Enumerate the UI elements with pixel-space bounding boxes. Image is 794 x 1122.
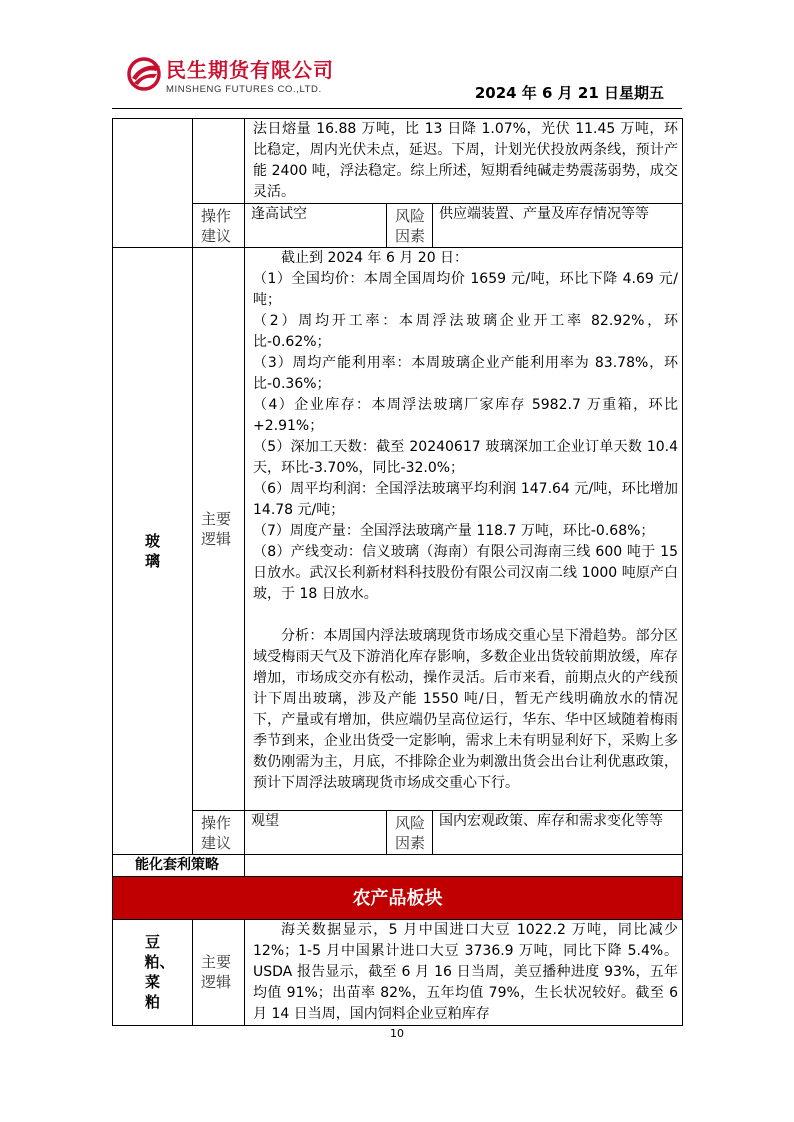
soymeal-logic-label: 主要逻辑: [193, 920, 245, 1026]
glass-line-2: （2）周均开工率：本周浮法玻璃企业开工率 82.92%，环比-0.62%；: [253, 313, 678, 350]
glass-line-7: （7）周度产量：全国浮法玻璃产量 118.7 万吨，环比-0.68%；: [253, 523, 655, 539]
glass-logic-row: [113, 248, 683, 811]
header-rule: [112, 108, 682, 109]
glass-line-6: （6）周平均利润：全国浮法玻璃平均利润 147.64 元/吨，环比增加 14.78 元/吨；: [253, 481, 678, 518]
agri-band-row: [113, 877, 683, 920]
glass-line-8: （8）产线变动：信义玻璃（海南）有限公司海南三线 600 吨于 15 日放水。武汉长利新材料科技股份有限公司汉南二线 1000 吨原产白玻，于 18 日放水。: [253, 544, 678, 602]
arbitrage-label: 能化套利策略: [113, 855, 245, 877]
strategy-table: [112, 118, 683, 1026]
soda-risk-label: 风险因素: [387, 204, 433, 248]
glass-logic-label: 主要逻辑: [193, 248, 245, 811]
glass-operation-row: [113, 811, 683, 855]
glass-risk-label: 风险因素: [387, 811, 433, 855]
soda-category-cell: [113, 119, 193, 248]
soda-op-label: 操作建议: [193, 204, 245, 248]
glass-line-0: 截止到 2024 年 6 月 20 日：: [281, 250, 469, 266]
agri-section-title: 农产品板块: [113, 877, 683, 920]
soda-risk-value: 供应端装置、产量及库存情况等等: [433, 204, 683, 248]
soda-operation-row: [113, 204, 683, 248]
soda-op-value: 逢高试空: [245, 204, 387, 248]
glass-op-value: 观望: [245, 811, 387, 855]
arbitrage-content: [245, 855, 683, 877]
glass-line-1: （1）全国均价：本周全国周均价 1659 元/吨，环比下降 4.69 元/吨；: [253, 271, 678, 308]
soymeal-logic-text: 海关数据显示，5 月中国进口大豆 1022.2 万吨，同比减少 12%；1-5 月中国累计进口大豆 3736.9 万吨，同比下降 5.4%。USDA 报告显示，截至 6 月 16 日当周，美豆播种进度 93%，五年均值 91%；出苗率 82%，五年均值 79%，生长状况较好。截至 6 月 14 日当周，国内饲料企业豆粕库存: [245, 920, 683, 1026]
glass-risk-value: 国内宏观政策、库存和需求变化等等: [433, 811, 683, 855]
soymeal-logic-row: [113, 920, 683, 1026]
minsheng-logo-icon: [126, 56, 162, 92]
arbitrage-row: [113, 855, 683, 877]
glass-logic-text: [245, 248, 683, 811]
soda-logic-row: [113, 119, 683, 204]
glass-line-5: （5）深加工天数：截至 20240617 玻璃深加工企业订单天数 10.4 天，环比-3.70%，同比-32.0%；: [253, 439, 678, 476]
report-date: 2024 年 6 月 21 日星期五: [474, 84, 664, 102]
glass-blank-line: [253, 605, 678, 626]
glass-op-label: 操作建议: [193, 811, 245, 855]
soymeal-category: 豆粕、菜粕: [113, 920, 193, 1026]
logo-english-name: MINSHENG FUTURES CO.,LTD.: [166, 84, 322, 95]
glass-line-3: （3）周均产能利用率：本周玻璃企业产能利用率为 83.78%，环比-0.36%；: [253, 355, 678, 392]
soda-logic-label-cell: [193, 119, 245, 204]
glass-analysis: 分析：本周国内浮法玻璃现货市场成交重心呈下滑趋势。部分区域受梅雨天气及下游消化库存影响，多数企业出货较前期放缓，库存增加，市场成交亦有松动，操作灵活。后市来看，前期点火的产线预计下周出玻璃，涉及产能 1550 吨/日，暂无产线明确放水的情况下，产量或有增加，供应端仍呈高位运行，华东、华中区域随着梅雨季节到来，企业出货受一定影响，需求上未有明显利好下，采购上多数仍刚需为主，月底，不排除企业为刺激出货会出台让利优惠政策，预计下周浮法玻璃现货市场成交重心下行。: [253, 628, 678, 791]
glass-line-4: （4）企业库存：本周浮法玻璃厂家库存 5982.7 万重箱，环比+2.91%；: [253, 397, 678, 434]
page-number: 10: [390, 1027, 404, 1040]
soda-logic-text: 法日熔量 16.88 万吨，比 13 日降 1.07%，光伏 11.45 万吨，环比稳定，周内光伏未点，延迟。下周，计划光伏投放两条线，预计产能 2400 吨，浮法稳定。综上所述，短期看纯碱走势震荡弱势，成交灵活。: [245, 119, 683, 204]
logo-chinese-name: 民生期货有限公司: [166, 58, 334, 82]
company-logo: [126, 54, 366, 104]
glass-category: 玻璃: [113, 248, 193, 855]
